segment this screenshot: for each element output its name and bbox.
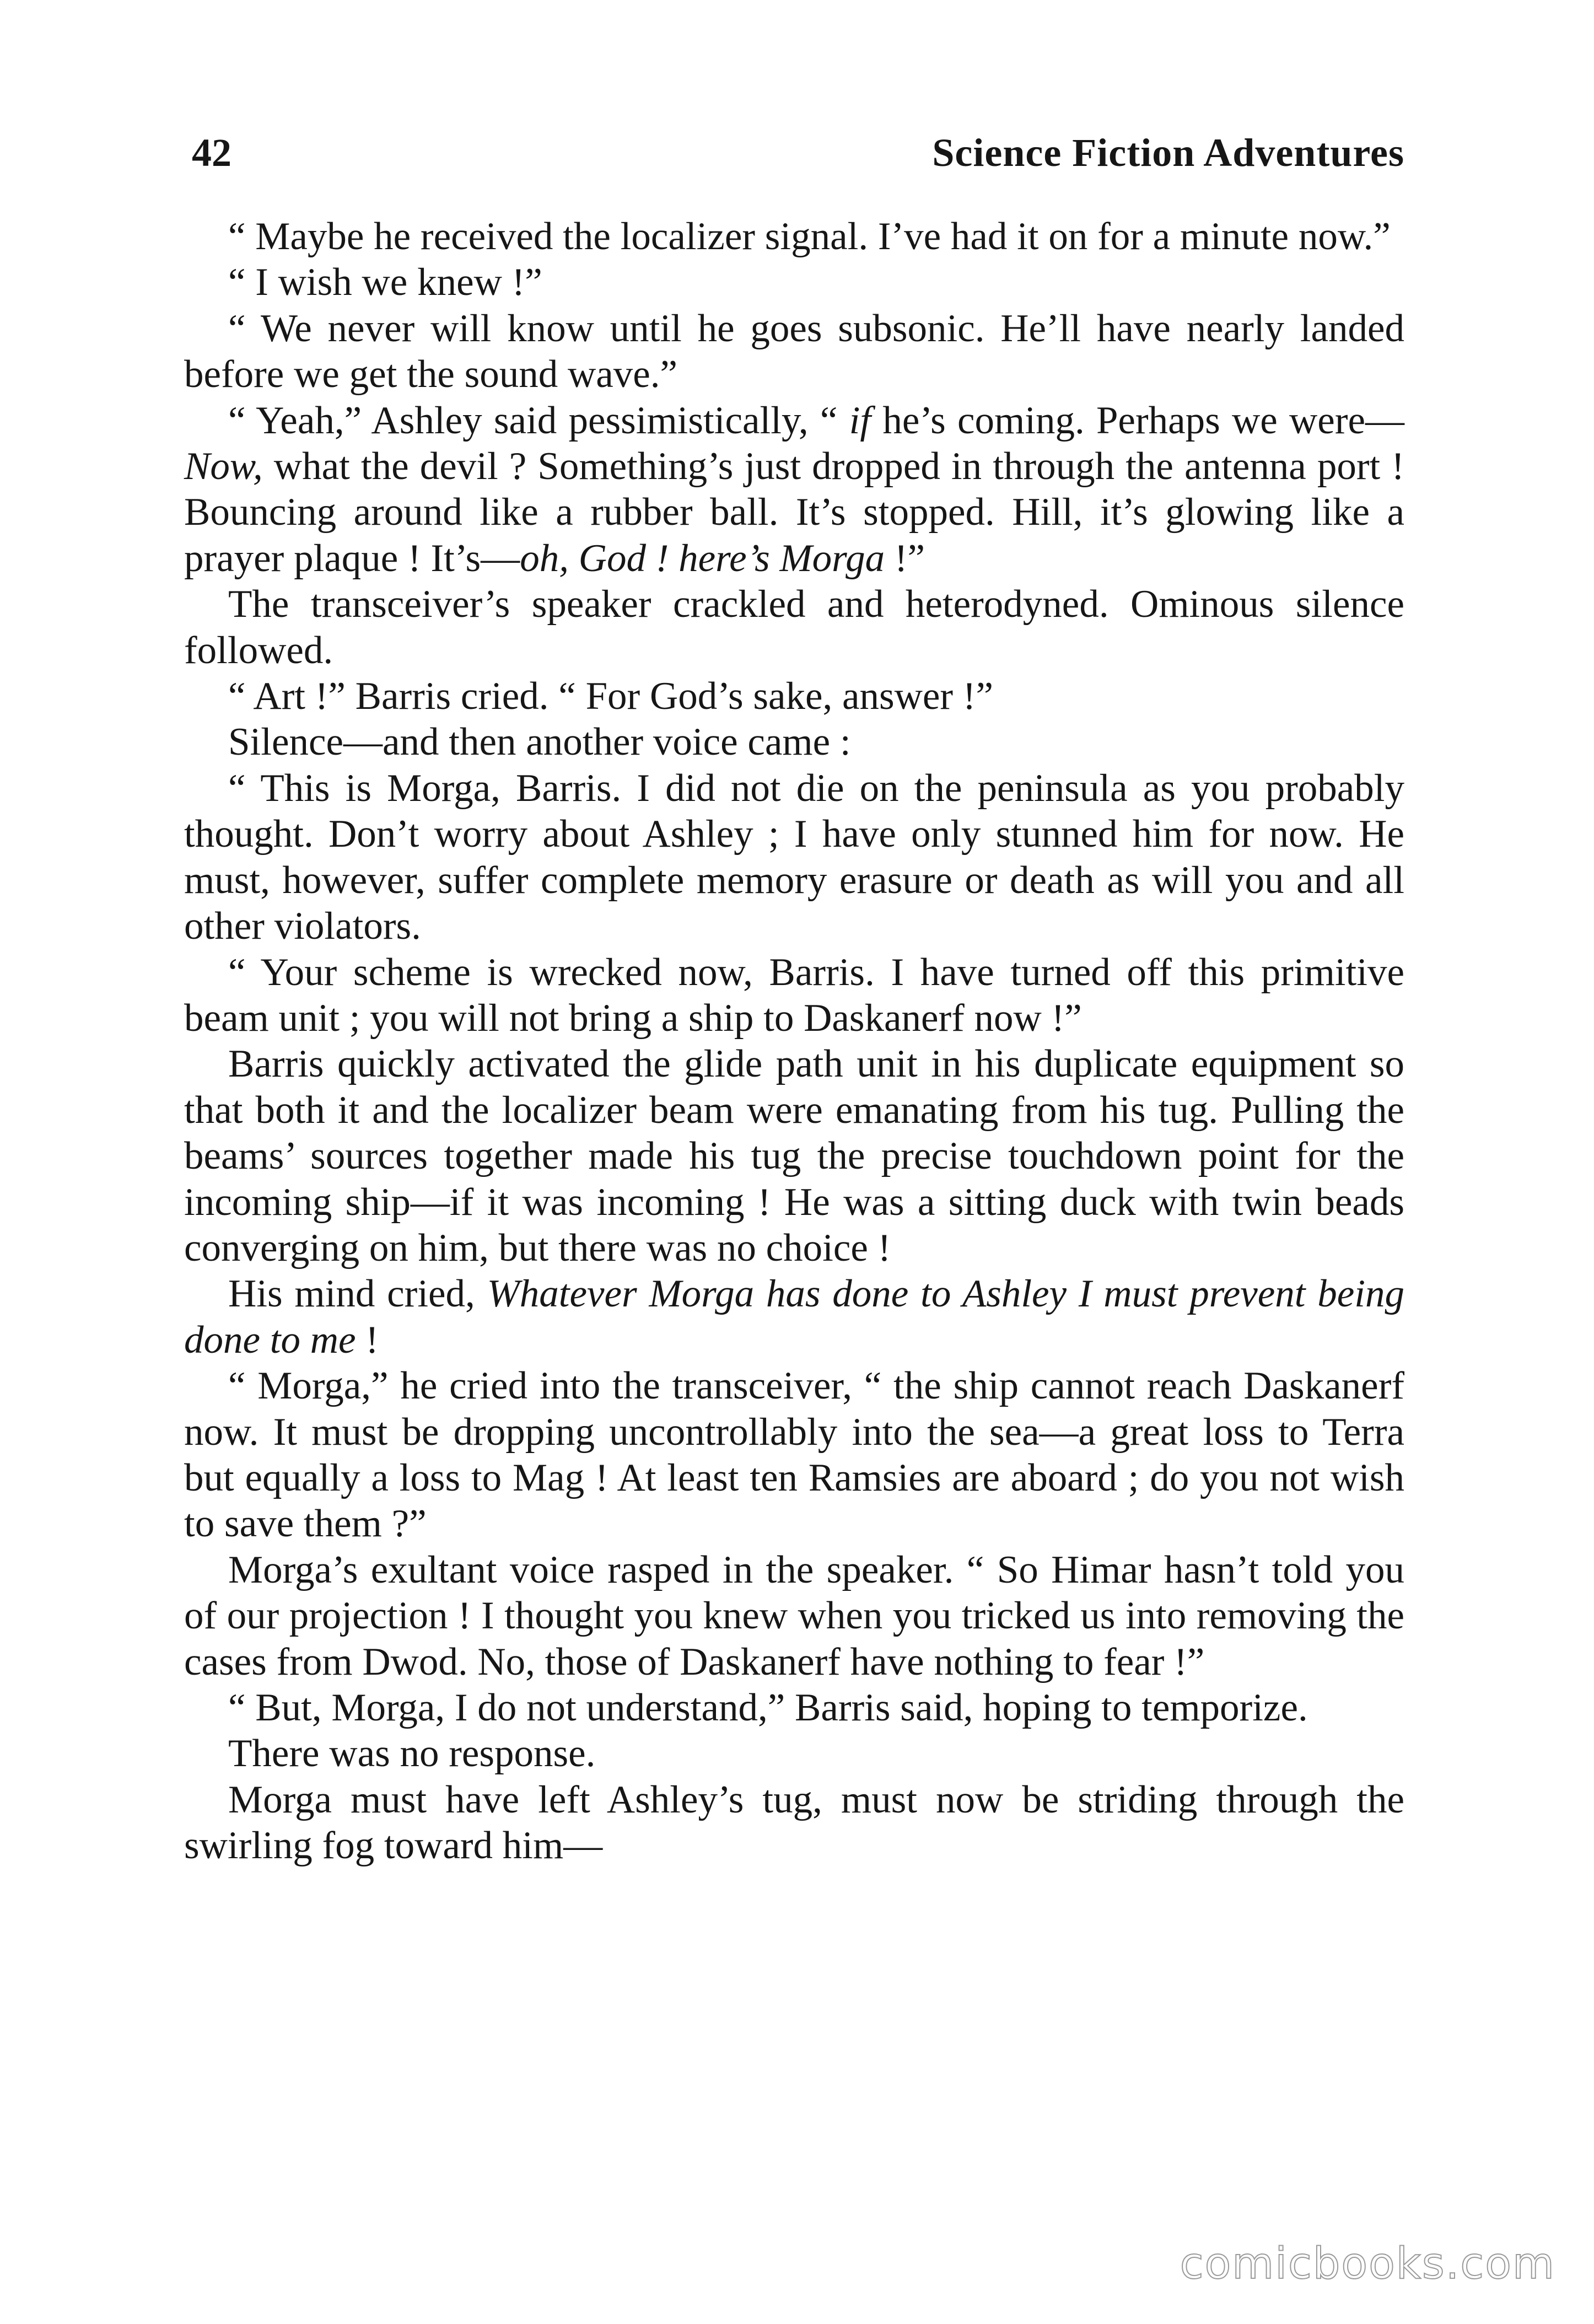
italic-text: Whatever Morga has done to Ashley I must prevent being done to me	[184, 1272, 1405, 1362]
text-run: Barris quickly activated the glide path unit in his duplicate equipment so that both it and the localizer beam were emanating from his tug. Pulling the beams’ sources together made his tug the precise touchdown point for the incoming ship—if it was incoming ! He was a sitting duck with twin beads converging on him, but there was no choice !	[184, 1042, 1404, 1269]
text-run: “ This is Morga, Barris. I did not die on the peninsula as you probably thought. Don’t worry about Ashley ; I have only stunned him for now. He must, however, suffer complete memory erasure or death as will you and all other violators.	[184, 766, 1404, 948]
paragraph	[184, 260, 1404, 305]
text-run: “ Morga,” he cried into the transceiver, “ the ship cannot reach Daskanerf now. It must be dropping uncontrollably into the sea—a great loss to Terra but equally a loss to Mag ! At least ten Ramsies are aboard ; do you not wish to save them ?”	[184, 1364, 1404, 1546]
italic-text: oh, God ! here’s Morga	[520, 536, 885, 580]
text-run: Morga’s exultant voice rasped in the speaker. “ So Himar hasn’t told you of our projection ! I thought you knew when you tricked us into removing the cases from Dwod. No, those of Daskanerf have nothing to fear !”	[184, 1548, 1404, 1683]
text-run: !”	[885, 536, 925, 580]
text-run: !	[356, 1318, 379, 1362]
text-run: what the devil ? Something’s just dropped in through the antenna port ! Bouncing around like a rubber ball. It’s stopped. Hill, it’s glowing like a prayer plaque ! It’s—	[184, 445, 1404, 580]
text-run: “ Your scheme is wrecked now, Barris. I have turned off this primitive beam unit ; you will not bring a ship to Daskanerf now !”	[184, 950, 1404, 1040]
text-run: “ We never will know until he goes subsonic. He’ll have nearly landed before we get the sound wave.”	[184, 306, 1404, 396]
paragraph	[184, 398, 1404, 582]
paragraph	[184, 214, 1404, 260]
page-header	[192, 122, 1404, 183]
paragraph	[184, 1777, 1404, 1869]
watermark: comicbooks.com	[1180, 2239, 1555, 2289]
text-run: Morga must have left Ashley’s tug, must now be striding through the swirling fog toward him—	[184, 1778, 1404, 1868]
paragraph	[184, 1685, 1404, 1731]
text-run: “ I wish we knew !”	[228, 261, 542, 304]
running-title: Science Fiction Adventures	[932, 131, 1404, 175]
paragraph	[184, 1547, 1404, 1685]
paragraph	[184, 950, 1404, 1042]
paragraph	[184, 719, 1404, 765]
text-run: Silence—and then another voice came :	[228, 720, 851, 764]
text-run: There was no response.	[228, 1732, 596, 1776]
text-run: “ Yeah,” Ashley said pessimistically, “	[228, 399, 849, 442]
text-run: “ But, Morga, I do not understand,” Barris said, hoping to temporize.	[228, 1686, 1308, 1729]
page-number: 42	[192, 131, 231, 175]
italic-text: if	[849, 399, 871, 442]
italic-text: Now,	[184, 445, 263, 488]
paragraph	[184, 674, 1404, 719]
paragraph	[184, 1731, 1404, 1777]
text-run: he’s coming. Perhaps we were—	[871, 399, 1404, 442]
text-run: “ Art !” Barris cried. “ For God’s sake, answer !”	[228, 675, 993, 718]
paragraph	[184, 1363, 1404, 1547]
text-run: His mind cried,	[228, 1272, 487, 1316]
text-run: The transceiver’s speaker crackled and heterodyned. Ominous silence followed.	[184, 583, 1404, 672]
text-run: “ Maybe he received the localizer signal. I’ve had it on for a minute now.”	[228, 215, 1391, 258]
paragraph	[184, 1271, 1404, 1363]
paragraph	[184, 766, 1404, 950]
paragraph	[184, 306, 1404, 398]
paragraph	[184, 1041, 1404, 1271]
body-text	[184, 214, 1404, 1869]
paragraph	[184, 582, 1404, 674]
